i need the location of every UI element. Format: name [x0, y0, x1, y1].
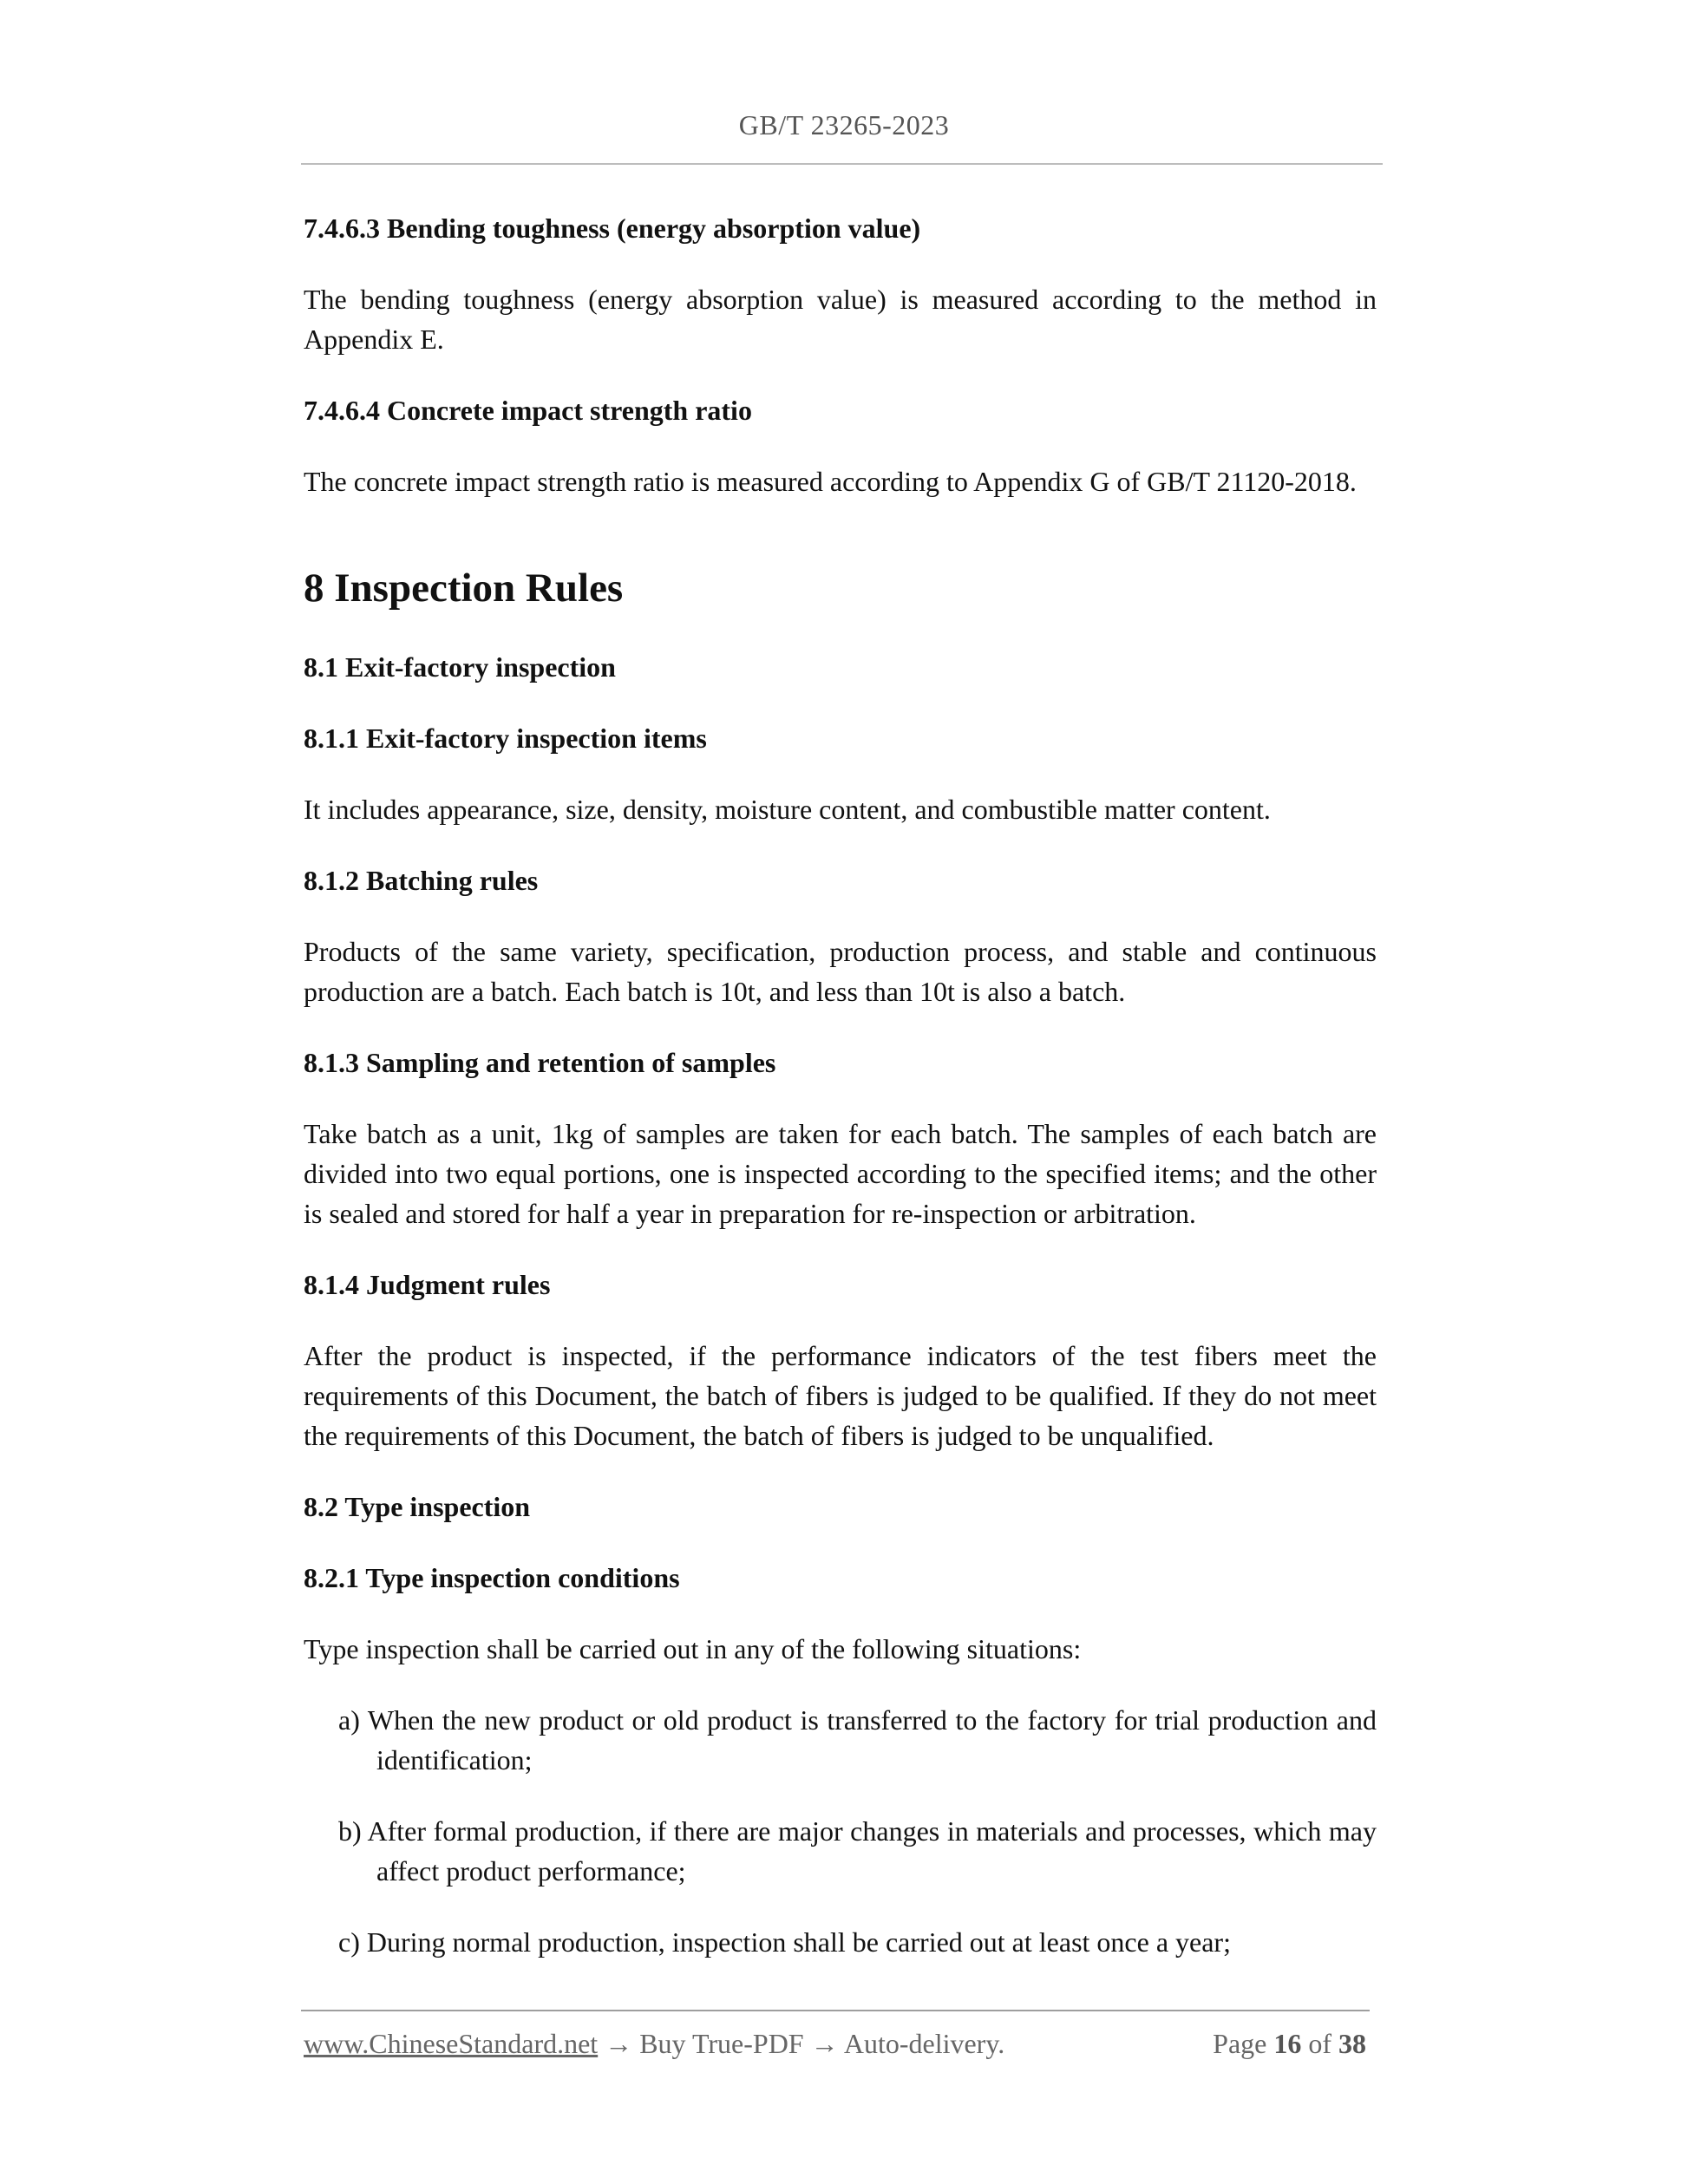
section-8-1-3-heading: 8.1.3 Sampling and retention of samples: [304, 1047, 776, 1078]
section-8-1-1-text: It includes appearance, size, density, moisture content, and combustible matter content.: [304, 794, 1271, 825]
section-7-4-6-3-text: The bending toughness (energy absorption value) is measured according to the method in Appendix E.: [304, 284, 1377, 355]
footer-divider: [301, 2010, 1370, 2011]
page-indicator: [1213, 2028, 1366, 2060]
document-header-title: GB/T 23265-2023: [738, 109, 950, 141]
section-8-1-2-heading: 8.1.2 Batching rules: [304, 865, 539, 896]
footer-promo: [304, 2028, 1004, 2060]
section-8-1-4-heading: 8.1.4 Judgment rules: [304, 1269, 551, 1300]
section-8-2-1-text: Type inspection shall be carried out in any of the following situations:: [304, 1633, 1082, 1664]
header-divider: [301, 163, 1383, 165]
list-item: b) After formal production, if there are major changes in materials and processes, which may affect product performance;: [338, 1815, 1377, 1886]
list-item: a) When the new product or old product is transferred to the factory for trial production and identification;: [338, 1704, 1377, 1775]
section-8-1-4-text: After the product is inspected, if the performance indicators of the test fibers meet the requirements of this Document, the batch of fibers is judged to be qualified. If they do not meet the requirements of this Document, the batch of fibers is judged to be unqualified.: [304, 1340, 1377, 1451]
section-8-2-1-heading: 8.2.1 Type inspection conditions: [304, 1562, 680, 1593]
page-current: 16: [1273, 2028, 1302, 2059]
list-item: c) During normal production, inspection shall be carried out at least once a year;: [338, 1926, 1231, 1958]
section-7-4-6-4-heading: 7.4.6.4 Concrete impact strength ratio: [304, 395, 752, 426]
website-link[interactable]: www.ChineseStandard.net: [304, 2028, 599, 2059]
section-8-1-1-heading: 8.1.1 Exit-factory inspection items: [304, 723, 707, 754]
section-8-1-3-text: Take batch as a unit, 1kg of samples are taken for each batch. The samples of each batch are divided into two equal portions, one is inspected according to the specified items; and the other is sealed and stored for half a year in preparation for re-inspection or arbitration.: [304, 1118, 1377, 1229]
page-total: 38: [1338, 2028, 1366, 2059]
section-7-4-6-3-heading: 7.4.6.3 Bending toughness (energy absorption value): [304, 213, 921, 244]
footer-promo-text: → Buy True-PDF → Auto-delivery.: [598, 2028, 1005, 2059]
document-body: [304, 208, 1377, 1993]
section-8-1-heading: 8.1 Exit-factory inspection: [304, 651, 616, 683]
chapter-8-heading: 8 Inspection Rules: [304, 566, 624, 611]
page-word: Page: [1213, 2028, 1267, 2059]
section-7-4-6-4-text: The concrete impact strength ratio is measured according to Appendix G of GB/T 21120-2018.: [304, 466, 1357, 497]
section-8-1-2-text: Products of the same variety, specification, production process, and stable and continuous production are a batch. Each batch is 10t, and less than 10t is also a batch.: [304, 936, 1377, 1007]
section-8-2-heading: 8.2 Type inspection: [304, 1491, 531, 1522]
of-word: of: [1308, 2028, 1331, 2059]
